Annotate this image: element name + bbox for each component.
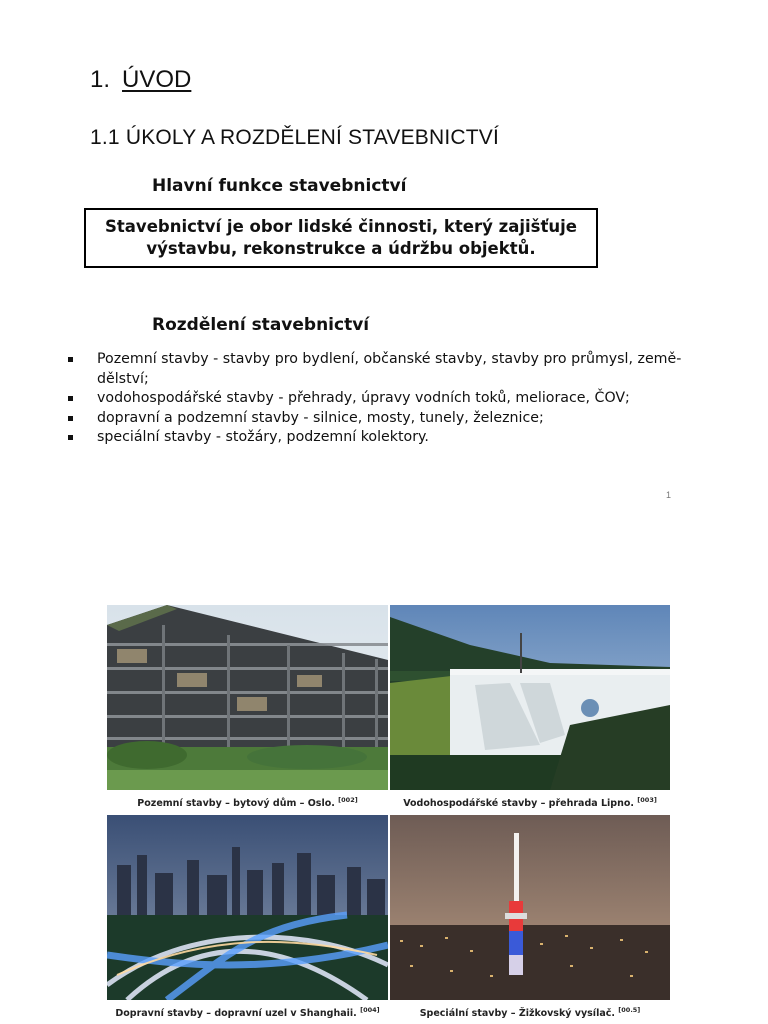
bullet-icon — [68, 416, 73, 421]
list-item: vodohospodářské stavby - přehrady, úpravy vodních toků, meliorace, ČOV; — [68, 389, 698, 409]
bullet-icon — [68, 435, 73, 440]
division-title: Rozdělení stavebnictví — [152, 315, 370, 335]
dam-photo — [390, 605, 670, 790]
highway-interchange-photo — [107, 815, 388, 1000]
list-item: speciální stavby - stožáry, podzemní kolektory. — [68, 428, 698, 448]
chapter-title: ÚVOD — [122, 66, 192, 93]
photo-caption: Pozemní stavby – bytový dům – Oslo. [002] — [137, 796, 358, 810]
photo-caption: Vodohospodářské stavby – přehrada Lipno. [003] — [403, 796, 657, 810]
page-number: 1 — [666, 490, 672, 500]
chapter-number: 1. — [90, 66, 111, 93]
definition-box — [84, 208, 598, 268]
list-item: dopravní a podzemní stavby - silnice, mosty, tunely, železnice; — [68, 409, 698, 429]
list-item: Pozemní stavby - stavby pro bydlení, občanské stavby, stavby pro průmysl, země-dělství; — [68, 350, 698, 389]
tv-tower-photo — [390, 815, 670, 1000]
section-title: 1.1 ÚKOLY A ROZDĚLENÍ STAVEBNICTVÍ — [90, 126, 500, 149]
photo-caption: Speciální stavby – Žižkovský vysílač. [00.5] — [419, 1006, 641, 1020]
chapter-heading — [90, 66, 191, 94]
bullet-icon — [68, 396, 73, 401]
definition-line-1: Stavebnictví je obor lidské činnosti, který zajišťuje — [105, 217, 577, 236]
bullet-icon — [68, 357, 73, 362]
apartment-building-photo — [107, 605, 388, 790]
division-list — [68, 350, 698, 448]
photo-caption: Dopravní stavby – dopravní uzel v Shanghaii. [004] — [115, 1006, 380, 1020]
definition-line-2: výstavbu, rekonstrukce a údržbu objektů. — [146, 239, 536, 258]
main-functions-title: Hlavní funkce stavebnictví — [152, 176, 407, 196]
